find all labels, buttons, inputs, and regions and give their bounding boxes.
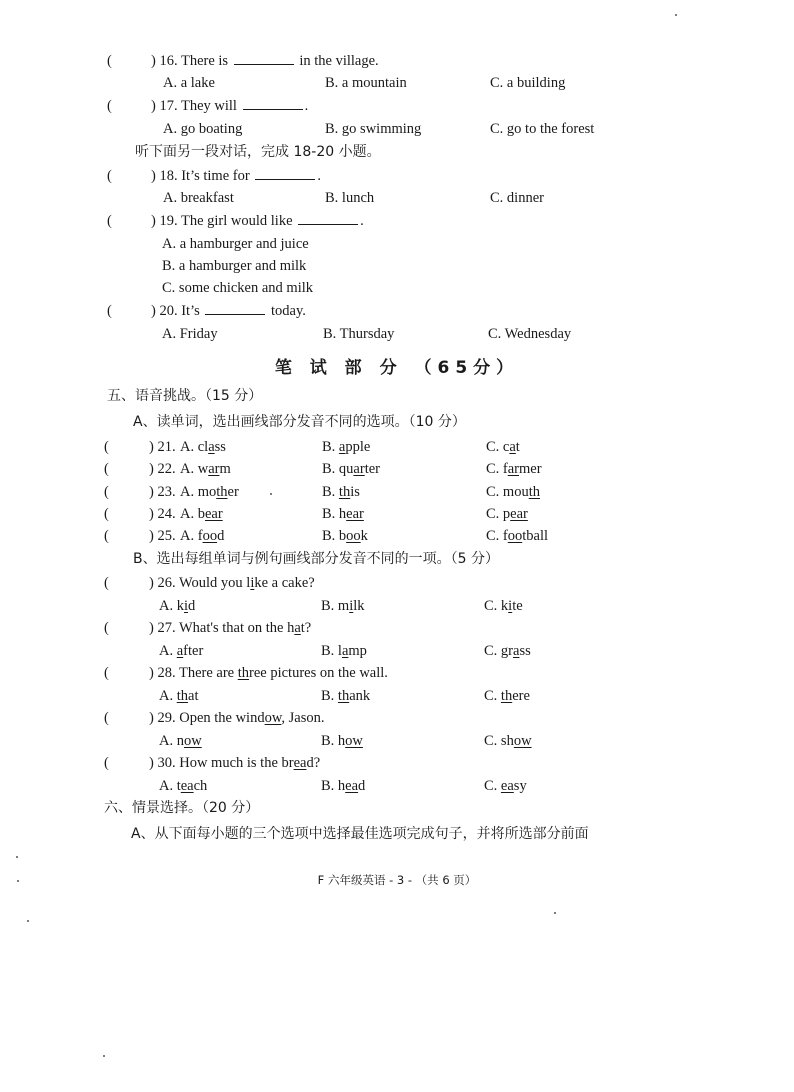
- answer-paren: (: [104, 506, 109, 522]
- question-stem: ) 20. It’s today.: [151, 300, 306, 322]
- question-29: [0, 707, 794, 729]
- answer-blank: [243, 95, 303, 110]
- question-number: ) 25.: [149, 528, 176, 544]
- question-stem: ) 30. How much is the bread?: [149, 755, 321, 771]
- question-stem: ) 28. There are three pictures on the wall.: [149, 665, 388, 681]
- options-20: [0, 323, 794, 345]
- question-28: [0, 662, 794, 684]
- question-30: [0, 752, 794, 774]
- question-27: [0, 617, 794, 639]
- written-section-title: 笔 试 部 分 （65分）: [274, 358, 520, 378]
- option-a: A. class: [180, 439, 226, 455]
- scan-speck: [17, 880, 19, 882]
- scan-speck: [554, 912, 556, 914]
- options-26: [0, 595, 794, 617]
- question-24: [0, 503, 794, 525]
- question-stem: ) 17. They will .: [151, 95, 308, 117]
- option-b-19: [0, 255, 794, 277]
- option-b: B. apple: [322, 439, 371, 455]
- answer-paren: (: [104, 439, 109, 455]
- option-c: C. dinner: [490, 190, 544, 206]
- option-a: A. breakfast: [163, 190, 234, 206]
- answer-paren: (: [104, 665, 109, 681]
- question-number: ) 22.: [149, 461, 176, 477]
- option-b: B. a mountain: [325, 75, 407, 91]
- option-a: A. teach: [159, 778, 208, 794]
- question-20: [0, 300, 794, 322]
- option-c: C. a building: [490, 75, 566, 91]
- question-23: [0, 481, 794, 503]
- scan-speck: [27, 920, 29, 922]
- option-c: C. pear: [486, 506, 528, 522]
- option-a: A. after: [159, 643, 204, 659]
- option-a: A. food: [180, 528, 225, 544]
- question-17: [0, 95, 794, 117]
- section-5-heading: 五、语音挑战。（15 分）: [107, 388, 263, 404]
- options-27: [0, 640, 794, 662]
- option-b: B. thank: [321, 688, 371, 704]
- option-c: C. mouth: [486, 484, 540, 500]
- option-b: B. lamp: [321, 643, 367, 659]
- answer-paren: (: [107, 303, 112, 319]
- option-c: C. football: [486, 528, 549, 544]
- answer-paren: (: [104, 620, 109, 636]
- option-b: B. this: [322, 484, 360, 500]
- option-c: C. kite: [484, 598, 523, 614]
- option-a: A. mother: [180, 484, 239, 500]
- option-c: C. Wednesday: [488, 326, 572, 342]
- scan-speck: [675, 14, 677, 16]
- question-19: [0, 210, 794, 232]
- question-16: [0, 50, 794, 72]
- option-c: C. some chicken and milk: [162, 280, 314, 296]
- options-30: [0, 775, 794, 797]
- question-22: [0, 458, 794, 480]
- option-c: C. farmer: [486, 461, 542, 477]
- option-a: A. bear: [180, 506, 223, 522]
- answer-blank: [205, 300, 265, 315]
- question-26: [0, 572, 794, 594]
- options-17: [0, 118, 794, 140]
- answer-paren: (: [104, 755, 109, 771]
- option-c: C. there: [484, 688, 530, 704]
- question-25: [0, 525, 794, 547]
- question-18: [0, 165, 794, 187]
- option-a: A. go boating: [163, 121, 243, 137]
- option-a: A. kid: [159, 598, 196, 614]
- option-a: A. a hamburger and juice: [162, 236, 309, 252]
- listening-intro: 听下面另一段对话，完成 18-20 小题。: [135, 144, 381, 160]
- question-number: ) 23.: [149, 484, 176, 500]
- option-a: A. Friday: [162, 326, 218, 342]
- option-a-19: [0, 233, 794, 255]
- question-21: [0, 436, 794, 458]
- option-c: C. easy: [484, 778, 527, 794]
- question-stem: ) 26. Would you like a cake?: [149, 575, 315, 591]
- option-b: B. lunch: [325, 190, 375, 206]
- answer-paren: (: [104, 484, 109, 500]
- option-c: C. go to the forest: [490, 121, 595, 137]
- answer-paren: (: [104, 461, 109, 477]
- option-a: A. a lake: [163, 75, 215, 91]
- question-number: ) 24.: [149, 506, 176, 522]
- question-stem: ) 29. Open the window, Jason.: [149, 710, 325, 726]
- options-28: [0, 685, 794, 707]
- options-16: [0, 72, 794, 94]
- answer-paren: (: [107, 98, 112, 114]
- option-a: A. now: [159, 733, 202, 749]
- answer-paren: (: [107, 213, 112, 229]
- option-b: B. how: [321, 733, 363, 749]
- option-b: B. head: [321, 778, 366, 794]
- section-6-heading: 六、情景选择。（20 分）: [104, 800, 260, 816]
- answer-paren: (: [107, 53, 112, 69]
- option-b: B. milk: [321, 598, 365, 614]
- answer-blank: [255, 165, 315, 180]
- answer-blank: [234, 50, 294, 65]
- option-b: B. go swimming: [325, 121, 422, 137]
- option-b: B. hear: [322, 506, 364, 522]
- answer-blank: [298, 210, 358, 225]
- option-c: C. grass: [484, 643, 531, 659]
- scan-speck: [270, 493, 272, 495]
- scan-speck: [16, 856, 18, 858]
- section-5-part-b: B、选出每组单词与例句画线部分发音不同的一项。（5 分）: [133, 551, 499, 567]
- option-b: B. a hamburger and milk: [162, 258, 307, 274]
- answer-paren: (: [104, 528, 109, 544]
- question-number: ) 21.: [149, 439, 176, 455]
- section-6-part-a: A、从下面每小题的三个选项中选择最佳选项完成句子，并将所选部分前面: [131, 826, 589, 842]
- question-stem: ) 19. The girl would like .: [151, 210, 364, 232]
- option-b: B. Thursday: [323, 326, 395, 342]
- option-b: B. book: [322, 528, 368, 544]
- option-b: B. quarter: [322, 461, 380, 477]
- question-stem: ) 18. It’s time for .: [151, 165, 321, 187]
- answer-paren: (: [107, 168, 112, 184]
- question-stem: ) 27. What's that on the hat?: [149, 620, 312, 636]
- options-18: [0, 187, 794, 209]
- option-a: A. warm: [180, 461, 231, 477]
- question-stem: ) 16. There is in the village.: [151, 50, 379, 72]
- answer-paren: (: [104, 575, 109, 591]
- page-footer: F 六年级英语 - 3 - （共 6 页）: [317, 873, 477, 887]
- scan-speck: [103, 1055, 105, 1057]
- option-a: A. that: [159, 688, 199, 704]
- options-29: [0, 730, 794, 752]
- option-c: C. cat: [486, 439, 520, 455]
- option-c-19: [0, 277, 794, 299]
- section-5-part-a: A、读单词，选出画线部分发音不同的选项。（10 分）: [133, 414, 466, 430]
- option-c: C. show: [484, 733, 532, 749]
- answer-paren: (: [104, 710, 109, 726]
